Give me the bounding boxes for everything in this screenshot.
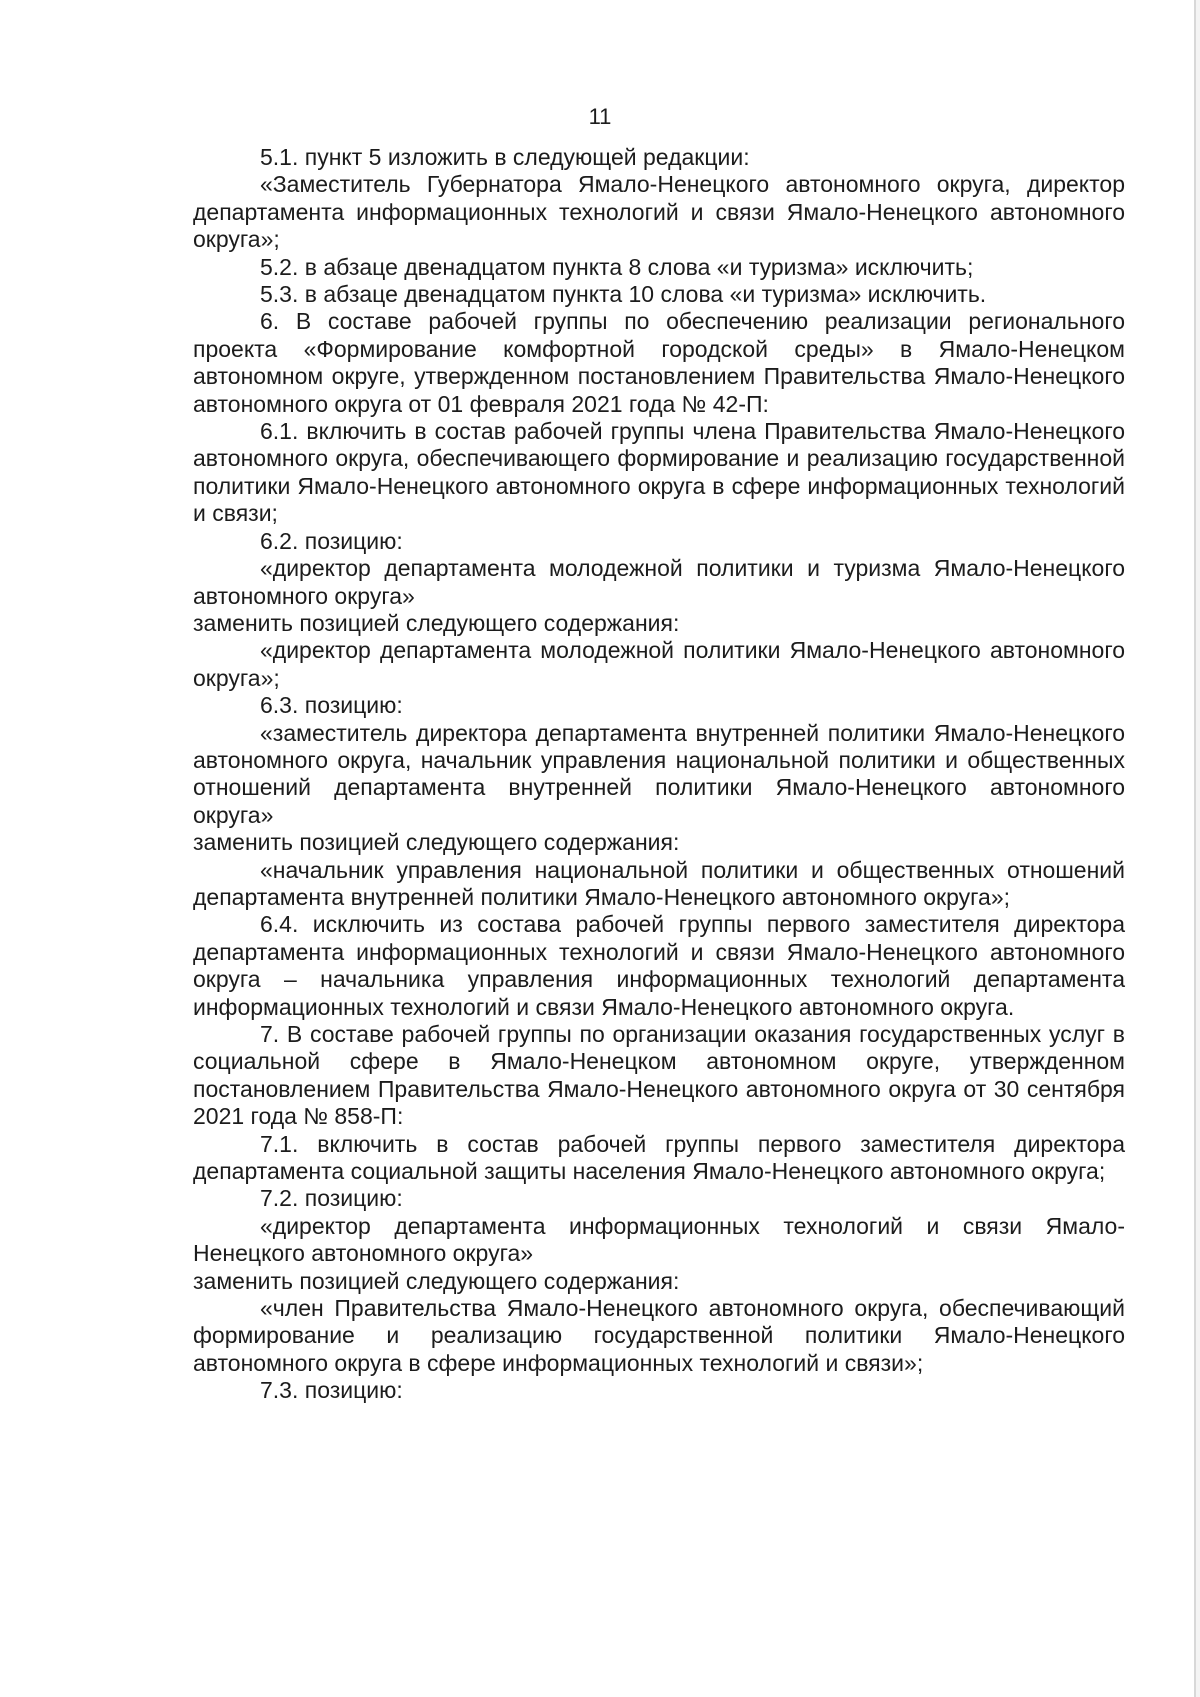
paragraph: 6.1. включить в состав рабочей группы члена Правительства Ямало-Ненецкого автономного округа, обеспечивающего формирование и реализацию государственной политики Ямало-Ненецкого автономного округа в сфере информационных технологий и связи; xyxy=(193,418,1125,527)
paragraph: 5.3. в абзаце двенадцатом пункта 10 слова «и туризма» исключить. xyxy=(260,281,987,308)
paragraph: «Заместитель Губернатора Ямало-Ненецкого автономного округа, директор департамента информационных технологий и связи Ямало-Ненецкого автономного округа»; xyxy=(193,171,1125,253)
paragraph: 7.2. позицию: xyxy=(260,1185,403,1212)
paragraph: заменить позицией следующего содержания: xyxy=(193,609,680,636)
paragraph: заменить позицией следующего содержания: xyxy=(193,829,680,856)
paragraph: «директор департамента информационных технологий и связи Ямало-Ненецкого автономного округа» xyxy=(193,1212,1125,1267)
paragraph: 6.4. исключить из состава рабочей группы первого заместителя директора департамента информационных технологий и связи Ямало-Ненецкого автономного округа – начальника управления информационных технологий департамента информационных технологий и связи Ямало-Ненецкого автономного округа. xyxy=(193,911,1125,1020)
document-body xyxy=(193,144,1125,1405)
paragraph: 6. В составе рабочей группы по обеспечению реализации регионального проекта «Формирование комфортной городской среды» в Ямало-Ненецком автономном округе, утвержденном постановлением Правительства Ямало-Ненецкого автономного округа от 01 февраля 2021 года № 42-П: xyxy=(193,308,1125,417)
paragraph: «начальник управления национальной политики и общественных отношений департамента внутренней политики Ямало-Ненецкого автономного округа»; xyxy=(193,856,1125,910)
paragraph: «заместитель директора департамента внутренней политики Ямало-Ненецкого автономного округа, начальник управления национальной политики и общественных отношений департамента внутренней политики Ямало-Ненецкого автономного округа» xyxy=(193,719,1125,828)
paragraph: 7.3. позицию: xyxy=(260,1377,403,1404)
paragraph: «директор департамента молодежной политики и туризма Ямало-Ненецкого автономного округа» xyxy=(193,555,1125,609)
paragraph: 5.1. пункт 5 изложить в следующей редакции: xyxy=(260,144,750,170)
paragraph: «член Правительства Ямало-Ненецкого автономного округа, обеспечивающий формирование и реализацию государственной политики Ямало-Ненецкого автономного округа в сфере информационных технологий и связи»; xyxy=(193,1295,1125,1376)
page-number: 11 xyxy=(588,104,612,129)
paragraph: 6.2. позицию: xyxy=(260,527,403,554)
paragraph: 5.2. в абзаце двенадцатом пункта 8 слова «и туризма» исключить; xyxy=(260,253,974,280)
paragraph: заменить позицией следующего содержания: xyxy=(193,1267,680,1294)
paragraph: 7.1. включить в состав рабочей группы первого заместителя директора департамента социальной защиты населения Ямало-Ненецкого автономного округа; xyxy=(193,1130,1125,1185)
paragraph: 7. В составе рабочей группы по организации оказания государственных услуг в социальной сфере в Ямало-Ненецком автономном округе, утвержденном постановлением Правительства Ямало-Ненецкого автономного округа от 30 сентября 2021 года № 858-П: xyxy=(193,1021,1125,1130)
paragraph: 6.3. позицию: xyxy=(260,692,403,719)
paragraph: «директор департамента молодежной политики Ямало-Ненецкого автономного округа»; xyxy=(193,637,1125,691)
